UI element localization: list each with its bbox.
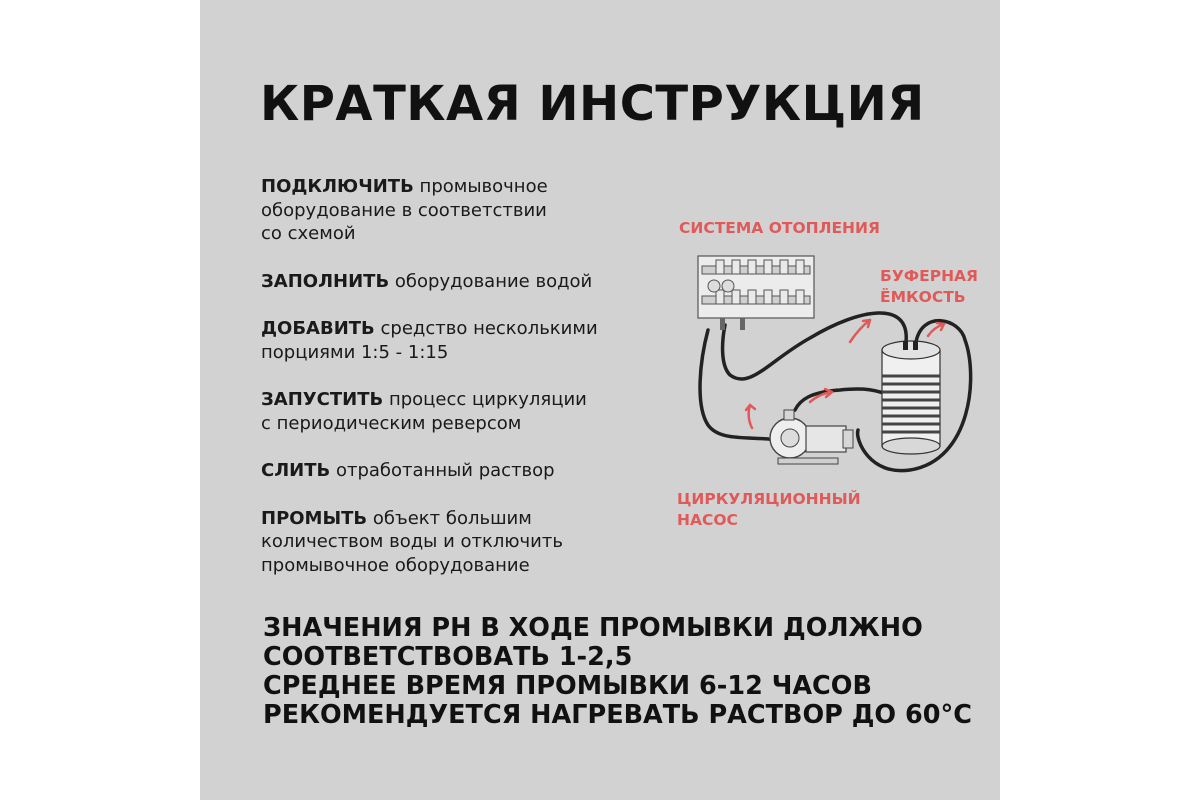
step-verb: ЗАПОЛНИТЬ xyxy=(261,270,390,292)
instruction-card xyxy=(200,0,1000,800)
note-ph-range: СООТВЕТСТВОВАТЬ 1-2,5 xyxy=(263,642,633,672)
step-connect xyxy=(261,175,661,246)
step-drain xyxy=(261,459,661,483)
step-text: отработанный раствор xyxy=(335,460,555,481)
step-text: оборудование в соответствии xyxy=(261,199,547,221)
hose-tank-to-pump xyxy=(795,389,896,410)
step-text: промывочное xyxy=(419,176,548,197)
step-verb: ЗАПУСТИТЬ xyxy=(261,389,384,410)
label-heating-system: СИСТЕМА ОТОПЛЕНИЯ xyxy=(679,219,880,237)
page-title: КРАТКАЯ ИНСТРУКЦИЯ xyxy=(260,76,925,132)
note-duration: СРЕДНЕЕ ВРЕМЯ ПРОМЫВКИ 6-12 ЧАСОВ xyxy=(263,671,872,701)
note-temperature: РЕКОМЕНДУЕТСЯ НАГРЕВАТЬ РАСТВОР ДО 60°С xyxy=(263,700,972,730)
step-text: средство несколькими xyxy=(380,318,598,339)
step-verb: ДОБАВИТЬ xyxy=(261,318,375,339)
step-verb: СЛИТЬ xyxy=(261,460,331,481)
label-pump: ЦИРКУЛЯЦИОННЫЙ НАСОС xyxy=(677,490,861,529)
step-start xyxy=(261,388,661,435)
step-verb: ПОДКЛЮЧИТЬ xyxy=(261,176,414,197)
step-add xyxy=(261,317,661,364)
hose-manifold-to-tank xyxy=(723,313,907,379)
step-text: с периодическим реверсом xyxy=(261,412,522,434)
step-text: оборудование водой xyxy=(394,270,593,292)
notes xyxy=(263,614,972,730)
steps-list xyxy=(261,175,661,601)
step-rinse xyxy=(261,507,661,578)
step-text: со схемой xyxy=(261,223,356,244)
note-ph: ЗНАЧЕНИЯ PH В ХОДЕ ПРОМЫВКИ ДОЛЖНО xyxy=(263,613,923,643)
buffer-tank-icon xyxy=(882,341,940,454)
step-text: процесс циркуляции xyxy=(388,389,587,410)
step-text: порциями 1:5 - 1:15 xyxy=(261,341,449,363)
step-text: промывочное оборудование xyxy=(261,554,530,576)
step-text: объект большим xyxy=(372,507,532,529)
step-fill xyxy=(261,270,661,294)
hose-pump-to-manifold xyxy=(700,330,778,440)
manifold-icon xyxy=(698,256,814,330)
label-buffer-tank: БУФЕРНАЯ ЁМКОСТЬ xyxy=(880,267,978,306)
step-text: количеством воды и отключить xyxy=(261,531,563,552)
step-verb: ПРОМЫТЬ xyxy=(261,507,368,529)
pump-icon xyxy=(770,410,853,464)
